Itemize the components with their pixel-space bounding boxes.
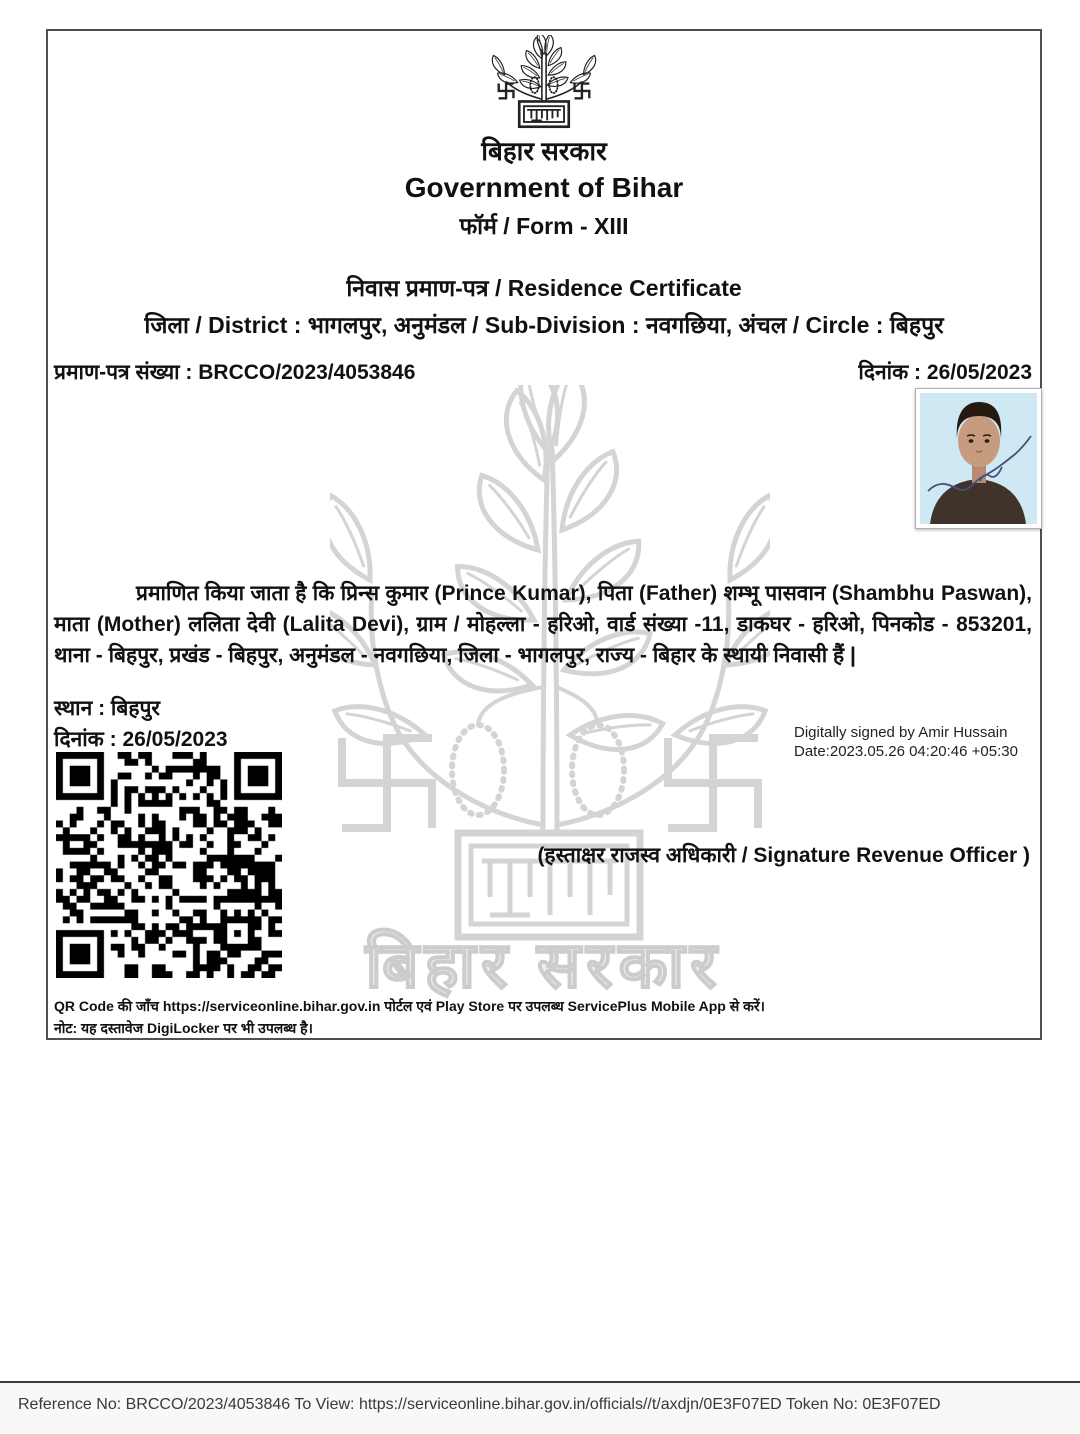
qr-verification-note xyxy=(54,995,765,1039)
qr-note-line1: QR Code की जाँच https://serviceonline.bihar.gov.in पोर्टल एवं Play Store पर उपलब्ध ServicePlus Mobile App से करें। xyxy=(54,998,765,1014)
signature-officer-caption: (हस्ताक्षर राजस्व अधिकारी / Signature Revenue Officer ) xyxy=(537,844,1030,867)
bihar-government-emblem-icon xyxy=(465,35,623,130)
digital-signature-line2: Date:2023.05.26 04:20:46 +05:30 xyxy=(794,743,1018,760)
government-title-hindi: बिहार सरकार xyxy=(481,136,607,166)
government-title-english: Government of Bihar xyxy=(404,172,684,203)
footer-reference-bar xyxy=(0,1383,1080,1434)
applicant-photo xyxy=(915,388,1042,529)
applicant-photo-image xyxy=(920,393,1037,524)
place-date-block xyxy=(54,693,228,755)
certificate-date-label: दिनांक : xyxy=(858,361,922,384)
certificate-number xyxy=(54,358,415,386)
certificate-body-text: प्रमाणित किया जाता है कि प्रिन्स कुमार (Prince Kumar), पिता (Father) शम्भू पासवान (Shambhu Paswan), माता (Mother) ललिता देवी (Lalita Devi), ग्राम / मोहल्ला - हरिओ, वार्ड संख्या -11, डाकघर - हरिओ, पिनकोड - 853201, थाना - बिहपुर, प्रखंड - बिहपुर, अनुमंडल - नवगछिया, जिला - भागलपुर, राज्य - बिहार के स्थायी निवासी हैं | xyxy=(54,582,1032,667)
footer-reference-text: Reference No: BRCCO/2023/4053846 To View: https://serviceonline.bihar.gov.in/officials//t/axdjn/0E3F07ED Token No: 0E3F07ED xyxy=(18,1396,941,1413)
form-number-line: फॉर्म / Form - XIII xyxy=(459,213,629,239)
district-subdivision-circle-line: जिला / District : भागलपुर, अनुमंडल / Sub-Division : नवगछिया, अंचल / Circle : बिहपुर xyxy=(144,312,944,338)
certificate-date xyxy=(858,358,1032,386)
certificate-number-value: BRCCO/2023/4053846 xyxy=(198,361,416,384)
certificate-page xyxy=(46,29,1042,1040)
qr-note-line2: नोट: यह दस्तावेज DigiLocker पर भी उपलब्ध है। xyxy=(54,1020,313,1036)
date-line: दिनांक : 26/05/2023 xyxy=(54,728,228,751)
place-line: स्थान : बिहपुर xyxy=(54,697,161,720)
watermark-text: बिहार सरकार xyxy=(365,929,723,1001)
certificate-date-value: 26/05/2023 xyxy=(926,361,1032,384)
certificate-meta-row xyxy=(54,358,1032,386)
digital-signature-block xyxy=(794,723,1018,761)
certificate-number-label: प्रमाण-पत्र संख्या : xyxy=(54,361,193,384)
certificate-header xyxy=(48,31,1040,340)
certificate-heading: निवास प्रमाण-पत्र / Residence Certificate xyxy=(346,275,742,301)
qr-code xyxy=(56,752,282,978)
digital-signature-line1: Digitally signed by Amir Hussain xyxy=(794,724,1008,741)
